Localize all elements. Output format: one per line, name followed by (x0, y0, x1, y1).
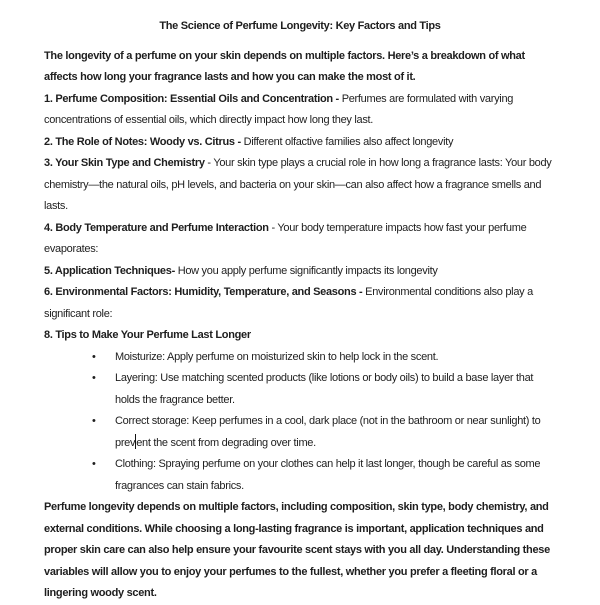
bullet-item-storage[interactable] (44, 411, 556, 454)
numbered-item-5[interactable] (44, 261, 556, 283)
numbered-item-3-text: - Your skin type plays a crucial role in how long a fragrance lasts: Your body chemistry—the natural oils, pH levels, and bacteria on your skin—can also affect how a fragrance smells and lasts. (44, 157, 552, 212)
bullet-text: Moisturize: Apply perfume on moisturized skin to help lock in the scent. (115, 350, 439, 363)
numbered-item-2-text: Different olfactive families also affect longevity (240, 135, 454, 148)
numbered-item-4-text: - Your body temperature impacts how fast your perfume evaporates: (44, 221, 527, 255)
tips-heading[interactable]: 8. Tips to Make Your Perfume Last Longer (44, 329, 251, 341)
numbered-item-1-text: Perfumes are formulated with varying concentrations of essential oils, which directly impact how long they last. (44, 92, 514, 126)
numbered-item-6-heading: 6. Environmental Factors: Humidity, Temperature, and Seasons - (44, 286, 363, 298)
numbered-item-6-text: Environmental conditions also play a significant role: (44, 286, 533, 320)
bullet-item-clothing[interactable] (44, 454, 556, 497)
numbered-item-6[interactable] (44, 282, 556, 325)
numbered-item-1[interactable] (44, 89, 556, 132)
bullet-text: Clothing: Spraying perfume on your clothes can help it last longer, though be careful as some fragrances can stain fabrics. (115, 458, 541, 492)
numbered-item-5-text: How you apply perfume significantly impacts its longevity (174, 264, 438, 277)
bullet-icon: • (92, 458, 96, 470)
bullet-icon: • (92, 350, 96, 363)
numbered-item-5-heading: 5. Application Techniques- (44, 264, 175, 277)
numbered-item-4[interactable] (44, 218, 556, 261)
bullet-text-after-cursor: ent the scent from degrading over time. (136, 436, 316, 449)
numbered-item-2[interactable] (44, 132, 556, 154)
document-title[interactable]: The Science of Perfume Longevity: Key Factors and Tips (159, 20, 441, 32)
numbered-item-1-heading: 1. Perfume Composition: Essential Oils and Concentration - (44, 92, 339, 105)
bullet-text-before-cursor: Correct storage: Keep perfumes in a cool, dark place (not in the bathroom or near sunlight) to prev (115, 415, 541, 449)
bullet-item-layering[interactable] (44, 368, 556, 411)
numbered-item-2-heading: 2. The Role of Notes: Woody vs. Citrus - (44, 135, 241, 148)
bullet-icon: • (92, 372, 96, 384)
bullet-text: Layering: Use matching scented products (like lotions or body oils) to build a base layer that holds the fragrance better. (115, 372, 534, 406)
numbered-item-4-heading: 4. Body Temperature and Perfume Interaction (44, 221, 269, 234)
tips-list (44, 347, 556, 498)
conclusion-paragraph[interactable]: Perfume longevity depends on multiple factors, including composition, skin type, body chemistry, and external conditions. While choosing a long-lasting fragrance is important, application techniques and proper skin care can also help ensure your favourite scent stays with you all day. Understanding these variables will allow you to enjoy your perfumes to the fullest, whether you prefer a fleeting floral or a lingering woody scent. (44, 501, 550, 599)
numbered-item-3-heading: 3. Your Skin Type and Chemistry (44, 157, 205, 169)
bullet-icon: • (92, 415, 96, 427)
intro-paragraph[interactable]: The longevity of a perfume on your skin depends on multiple factors. Here’s a breakdown of what affects how long your fragrance lasts and how you can make the most of it. (44, 49, 525, 83)
bullet-item-moisturize[interactable] (44, 347, 556, 369)
numbered-item-3[interactable] (44, 153, 556, 218)
